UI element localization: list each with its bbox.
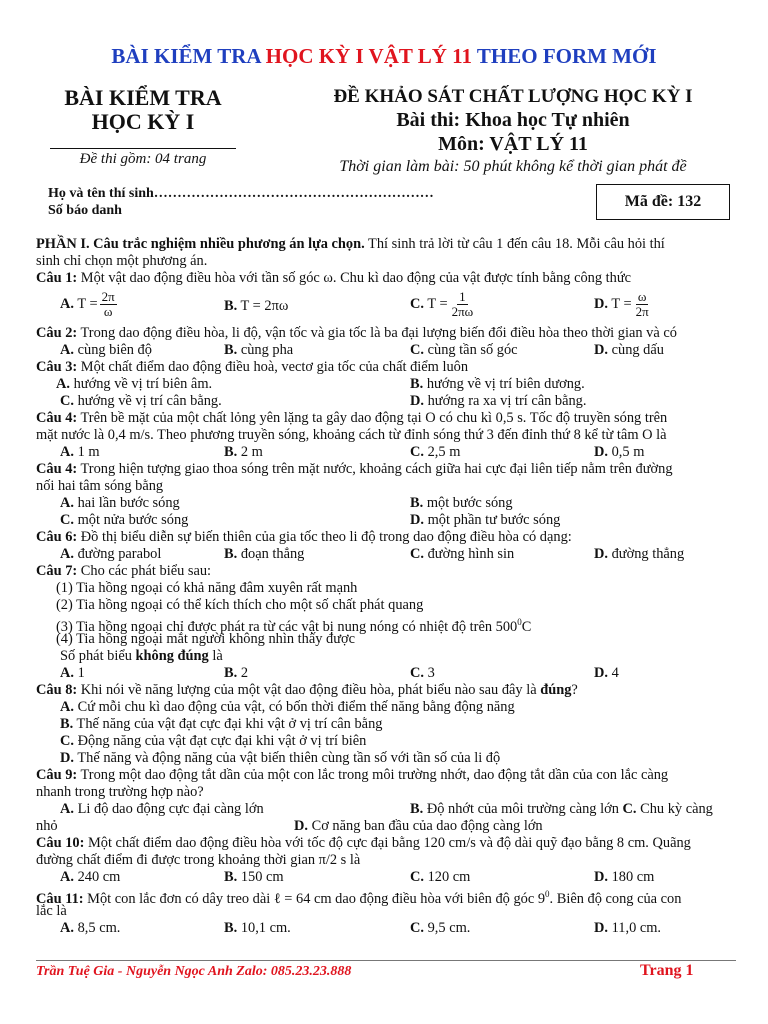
q3-option-a: A. hướng về vị trí biên âm. [56, 376, 213, 392]
q1-option-a: A. T = $\frac{2\pi}{\omega}$ [60, 289, 115, 319]
q9-option-b-c: B. Độ nhớt của môi trường càng lớn C. Chu kỳ càng [410, 801, 713, 817]
question-3: Câu 3: Một chất điểm dao động điều hoà, vectơ gia tốc của chất điểm luôn [36, 359, 469, 375]
q3-option-b: B. hướng về vị trí biên dương. [410, 376, 585, 392]
q8-option-a: A. Cứ mỗi chu kì dao động của vật, có bốn thời điểm thế năng bằng động năng [60, 699, 515, 715]
q5-option-c: C. một nửa bước sóng [60, 512, 189, 528]
part1-heading: PHẦN I. Câu trắc nghiệm nhiều phương án lựa chọn. [36, 236, 365, 252]
question-10: Câu 10: Một chất điểm dao động điều hòa với tốc độ cực đại bằng 120 cm/s và độ dài quỹ đạo bằng 8 cm. Quãng [36, 835, 691, 851]
q3-option-c: C. hướng về vị trí cân bằng. [60, 393, 222, 409]
q8-option-c: C. Động năng của vật đạt cực đại khi vật ở vị trí biên [60, 733, 367, 749]
q4-option-b: B. 2 m [224, 444, 263, 460]
q7-option-b: B. 2 [224, 665, 249, 681]
exam-title: ĐỀ KHẢO SÁT CHẤT LƯỢNG HỌC KỲ I [333, 86, 693, 107]
question-4: Câu 4: Trên bề mặt của một chất lỏng yên lặng ta gây dao động tại O có chu kì 0,5 s. Tốc độ truyền sóng trên [36, 410, 668, 426]
page-number: 1 [685, 962, 694, 979]
footer-author: Trần Tuệ Gia - Nguyễn Ngọc Anh Zalo: 085.23.23.888 [36, 964, 352, 979]
question-2: Câu 2: Trong dao động điều hòa, li độ, vận tốc và gia tốc là ba đại lượng biến đổi điều hòa theo thời gian và có [36, 325, 677, 341]
q9-option-c-cont: nhỏ [36, 818, 58, 834]
q7-statement-1: (1) Tia hồng ngoại có khả năng đâm xuyên rất mạnh [56, 580, 358, 596]
footer-divider [36, 960, 736, 961]
q6-option-b: B. đoạn thẳng [224, 546, 305, 562]
q5-option-d: D. một phần tư bước sóng [410, 512, 561, 528]
q1-option-b: B. T = 2πω [224, 298, 289, 314]
fraction: $\frac{1}{2\pi\omega}$ [451, 289, 474, 319]
q6-option-c: C. đường hình sin [410, 546, 515, 562]
question-5: Câu 4: Trong hiện tượng giao thoa sóng trên mặt nước, khoảng cách giữa hai cực đại liên tiếp nằm trên đường [36, 461, 673, 477]
q1-option-c: C. T = $\frac{1}{2\pi\omega}$ [410, 289, 474, 319]
q10-option-c: C. 120 cm [410, 869, 471, 885]
banner-part1: BÀI KIỂM TRA [111, 44, 266, 68]
left-header-line2: HỌC KỲ I [91, 109, 195, 134]
footer-page [640, 962, 693, 980]
part1-instruction [36, 236, 665, 253]
top-banner [0, 44, 768, 69]
part1-instruction-b: sinh chỉ chọn một phương án. [36, 253, 208, 269]
page-count-note: Đề thi gồm: 04 trang [79, 151, 207, 167]
q4-option-d: D. 0,5 m [594, 444, 645, 460]
q4-option-a: A. 1 m [60, 444, 100, 460]
q1-option-d: D. T = $\frac{\omega}{2\pi}$ [594, 289, 649, 319]
question-11: Câu 11: Một con lắc đơn có dây treo dài ℓ = 64 cm dao động điều hòa với biên độ góc $9^0$. Biên độ cong của con [36, 889, 682, 907]
left-header-line1: BÀI KIỂM TRA [64, 85, 222, 110]
q10-option-a: A. 240 cm [60, 869, 121, 885]
question-text: Một vật dao động điều hòa với tần số góc ω. Chu kì dao động của vật được tính bằng công thức [77, 270, 632, 286]
q2-option-c: C. cùng tần số góc [410, 342, 518, 358]
q7-statement-3: (3) Tia hồng ngoại chỉ được phát ra từ các vật bị nung nóng có nhiệt độ trên $500^0C$ [56, 617, 532, 635]
question-1 [36, 270, 631, 287]
question-8: Câu 8: Khi nói về năng lượng của một vật dao động điều hòa, phát biểu nào sau đây là đúng? [36, 682, 578, 698]
q7-statement-2: (2) Tia hồng ngoại có thể kích thích cho một số chất phát quang [56, 597, 424, 613]
question-10-cont: đường chất điểm đi được trong khoảng thời gian π/2 s là [36, 852, 361, 868]
left-header-divider [50, 148, 236, 149]
q8-option-b: B. Thế năng của vật đạt cực đại khi vật ở vị trí cân bằng [60, 716, 383, 732]
q7-option-c: C. 3 [410, 665, 435, 681]
q2-option-a: A. cùng biên độ [60, 342, 152, 358]
q5-option-a: A. hai lần bước sóng [60, 495, 180, 511]
exam-subject: Môn: VẬT LÝ 11 [438, 133, 588, 155]
question-9-cont: nhanh trong trường hợp nào? [36, 784, 204, 800]
candidate-id-line: Số báo danh [48, 203, 122, 218]
fraction: $\frac{\omega}{2\pi}$ [635, 289, 649, 319]
question-7: Câu 7: Cho các phát biểu sau: [36, 563, 212, 579]
question-6: Câu 6: Đồ thị biểu diễn sự biến thiên của gia tốc theo li độ trong dao động điều hòa có dạng: [36, 529, 572, 545]
q6-option-d: D. đường thẳng [594, 546, 685, 562]
question-label: Câu 1: [36, 270, 78, 286]
question-5-cont: nối hai tâm sóng bằng [36, 478, 164, 494]
q5-option-b: B. một bước sóng [410, 495, 513, 511]
q7-option-d: D. 4 [594, 665, 619, 681]
q9-option-d: D. Cơ năng ban đầu của dao động càng lớn [294, 818, 543, 834]
q6-option-a: A. đường parabol [60, 546, 162, 562]
question-11-cont: lắc là [36, 903, 67, 919]
right-header [268, 86, 758, 178]
q11-option-a: A. 8,5 cm. [60, 920, 121, 936]
q7-option-a: A. 1 [60, 665, 85, 681]
question-9: Câu 9: Trong một dao động tắt dần của một con lắc trong môi trường nhớt, dao động tắt dần của con lắc càng [36, 767, 669, 783]
fraction: $\frac{2\pi}{\omega}$ [101, 289, 115, 319]
q10-option-d: D. 180 cm [594, 869, 655, 885]
q3-option-d: D. hướng ra xa vị trí cân bằng. [410, 393, 587, 409]
q8-option-d: D. Thế năng và động năng của vật biến thiên cùng tần số với tần số của li độ [60, 750, 501, 766]
question-4-cont: mặt nước là 0,4 m/s. Theo phương truyền sóng, khoảng cách từ đỉnh sóng thứ 3 đến đỉnh thứ 8 kể từ tâm O là [36, 427, 667, 443]
q2-option-b: B. cùng pha [224, 342, 294, 358]
banner-part3: THEO FORM MỚI [476, 44, 657, 68]
q11-option-c: C. 9,5 cm. [410, 920, 471, 936]
q4-option-c: C. 2,5 m [410, 444, 461, 460]
left-header [48, 86, 238, 134]
exam-name: Bài thi: Khoa học Tự nhiên [396, 109, 630, 131]
q11-option-b: B. 10,1 cm. [224, 920, 291, 936]
q9-option-a: A. Li độ dao động cực đại càng lớn [60, 801, 264, 817]
q11-option-d: D. 11,0 cm. [594, 920, 662, 936]
part1-instruction-a: Thí sinh trả lời từ câu 1 đến câu 18. Mỗi câu hỏi thí [364, 236, 665, 252]
page-label: Trang [640, 962, 682, 979]
q2-option-d: D. cùng dấu [594, 342, 664, 358]
q7-ask: Số phát biểu không đúng là [60, 648, 223, 664]
candidate-name-line: Họ và tên thí sinh…………………………………………………… [48, 186, 434, 201]
banner-part2: HỌC KỲ I VẬT LÝ 11 [265, 44, 477, 68]
exam-time: Thời gian làm bài: 50 phút không kể thời gian phát đề [339, 158, 687, 175]
q7-statement-4: (4) Tia hồng ngoại mắt người không nhìn thấy được [56, 631, 356, 647]
exam-code-box: Mã đề: 132 [596, 184, 730, 220]
q10-option-b: B. 150 cm [224, 869, 284, 885]
